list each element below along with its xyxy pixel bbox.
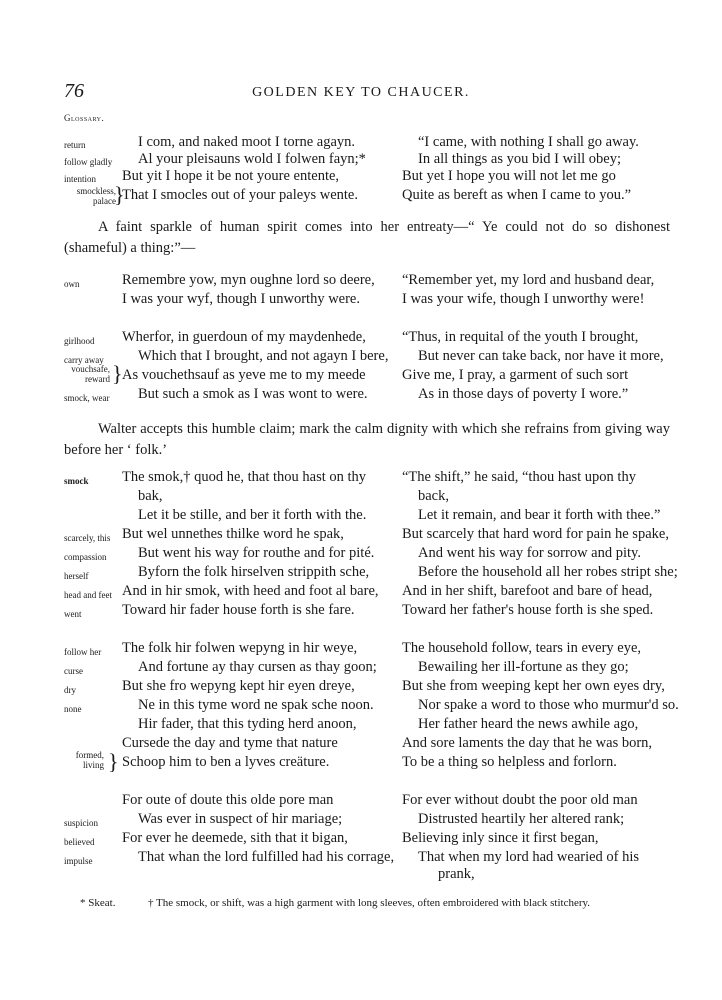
brace: } — [114, 182, 125, 207]
gloss-note: compassion — [64, 552, 107, 562]
middle-english-line: That I smocles out of your paleys wente. — [122, 187, 358, 203]
modern-line: But scarcely that hard word for pain he spake, — [402, 526, 669, 542]
modern-line: “I came, with nothing I shall go away. — [418, 134, 639, 150]
modern-line: Distrusted heartily her altered rank; — [418, 811, 625, 827]
gloss-note: smockless, palace — [76, 186, 116, 206]
modern-line: Let it remain, and bear it forth with thee.” — [418, 507, 661, 523]
commentary-paragraph: Walter accepts this humble claim; mark the calm dignity with which she refrains from giving way before her ‘ folk.’ — [64, 421, 670, 458]
middle-english-line: I com, and naked moot I torne agayn. — [138, 134, 356, 150]
gloss-note: follow her — [64, 647, 102, 657]
middle-english-line: And in hir smok, with heed and foot al bare, — [122, 583, 379, 599]
middle-english-line: Let it be stille, and ber it forth with the. — [138, 507, 367, 523]
glossary-heading: Glossary. — [64, 113, 105, 123]
running-head: GOLDEN KEY TO CHAUCER. — [252, 85, 470, 100]
modern-line: “The shift,” he said, “thou hast upon thy — [402, 469, 636, 485]
gloss-note: believed — [64, 837, 95, 847]
gloss-note: curse — [64, 666, 83, 676]
gloss-note: scarcely, this — [64, 533, 111, 543]
middle-english-line: Was ever in suspect of hir mariage; — [138, 811, 343, 827]
footnote-skeat: * Skeat. — [80, 897, 116, 909]
middle-english-line: Toward hir fader house forth is she fare. — [122, 602, 355, 618]
modern-line: Toward her father's house forth is she sped. — [402, 602, 654, 618]
middle-english-line: Which that I brought, and not agayn I bere, — [138, 348, 389, 364]
middle-english-line: The folk hir folwen wepyng in hir weye, — [122, 640, 358, 656]
gloss-note: follow gladly — [64, 157, 113, 167]
modern-line: But she from weeping kept her own eyes dry, — [402, 678, 665, 694]
commentary-paragraph: A faint sparkle of human spirit comes into her entreaty—“ Ye could not do so dishonest (shameful) a thing:”— — [64, 219, 670, 256]
gloss-note: formed, living — [75, 750, 104, 770]
middle-english-line: For ever he deemede, sith that it bigan, — [122, 830, 348, 846]
middle-english-line: The smok,† quod he, that thou hast on thy — [122, 469, 367, 485]
gloss-note: impulse — [64, 856, 93, 866]
modern-line: But yet I hope you will not let me go — [402, 168, 616, 184]
middle-english-line: But yit I hope it be not youre entente, — [122, 168, 340, 184]
modern-line: But never can take back, nor have it more, — [418, 348, 664, 364]
middle-english-line: And fortune ay thay cursen as thay goon; — [138, 659, 377, 675]
middle-english-line: But such a smok as I was wont to were. — [138, 386, 368, 402]
middle-english-line: Schoop him to ben a lyves creäture. — [122, 754, 330, 770]
middle-english-line: Hir fader, that this tyding herd anoon, — [138, 716, 357, 732]
middle-english-line: I was your wyf, though I unworthy were. — [122, 291, 360, 307]
modern-line: back, — [418, 488, 449, 504]
modern-line: Before the household all her robes stript she; — [418, 564, 678, 580]
modern-line: Believing inly since it first began, — [402, 830, 599, 846]
middle-english-line: As vouchethsauf as yeve me to my meede — [122, 367, 366, 383]
middle-english-line: For oute of doute this olde pore man — [122, 792, 334, 808]
modern-line: As in those days of poverty I wore.” — [418, 386, 629, 402]
gloss-note: carry away — [64, 355, 104, 365]
modern-line: “Thus, in requital of the youth I brought, — [402, 329, 639, 345]
modern-line: Give me, I pray, a garment of such sort — [402, 367, 629, 383]
gloss-note: herself — [64, 571, 89, 581]
modern-line: That when my lord had wearied of his — [418, 849, 640, 865]
gloss-note: smock — [64, 476, 89, 486]
middle-english-line: That whan the lord fulfilled had his corrage, — [138, 849, 395, 865]
modern-line: The household follow, tears in every eye, — [402, 640, 642, 656]
gloss-note: intention — [64, 174, 96, 184]
middle-english-line: bak, — [138, 488, 163, 504]
modern-line: Quite as bereft as when I came to you.” — [402, 187, 632, 203]
modern-line: In all things as you bid I will obey; — [418, 151, 621, 167]
brace: } — [108, 749, 119, 774]
gloss-note: went — [64, 609, 82, 619]
page-number: 76 — [64, 80, 84, 102]
middle-english-line: Wherfor, in guerdoun of my maydenhede, — [122, 329, 366, 345]
modern-line: Nor spake a word to those who murmur'd so. — [418, 697, 679, 713]
brace: } — [112, 361, 123, 386]
gloss-note: dry — [64, 685, 76, 695]
modern-line: Her father heard the news awhile ago, — [418, 716, 639, 732]
gloss-note: suspicion — [64, 818, 99, 828]
middle-english-line: Byforn the folk hirselven strippith sche, — [138, 564, 370, 580]
middle-english-line: But went his way for routhe and for pité. — [138, 545, 375, 561]
middle-english-line: Remembre yow, myn oughne lord so deere, — [122, 272, 375, 288]
modern-line: To be a thing so helpless and forlorn. — [402, 754, 617, 770]
middle-english-line: Ne in this tyme word ne spak sche noon. — [138, 697, 374, 713]
gloss-note: vouchsafe, reward — [71, 364, 110, 384]
modern-line: And in her shift, barefoot and bare of head, — [402, 583, 653, 599]
gloss-note: own — [64, 279, 80, 289]
modern-line: And went his way for sorrow and pity. — [418, 545, 641, 561]
modern-line: prank, — [438, 866, 475, 882]
gloss-note: smock, wear — [64, 393, 110, 403]
gloss-note: return — [64, 140, 86, 150]
footnote-smock: † The smock, or shift, was a high garment with long sleeves, often embroidered with black stitchery. — [148, 897, 591, 909]
gloss-note: girlhood — [64, 336, 95, 346]
gloss-note: head and feet — [64, 590, 112, 600]
middle-english-line: But she fro wepyng kept hir eyen dreye, — [122, 678, 355, 694]
modern-line: Bewailing her ill-fortune as they go; — [418, 659, 629, 675]
modern-line: I was your wife, though I unworthy were! — [402, 291, 645, 307]
middle-english-line: Al your pleisauns wold I folwen fayn;* — [138, 151, 366, 167]
middle-english-line: Cursede the day and tyme that nature — [122, 735, 338, 751]
gloss-note: none — [64, 704, 82, 714]
modern-line: And sore laments the day that he was born, — [402, 735, 653, 751]
modern-line: For ever without doubt the poor old man — [402, 792, 638, 808]
middle-english-line: But wel unnethes thilke word he spak, — [122, 526, 344, 542]
modern-line: “Remember yet, my lord and husband dear, — [402, 272, 655, 288]
